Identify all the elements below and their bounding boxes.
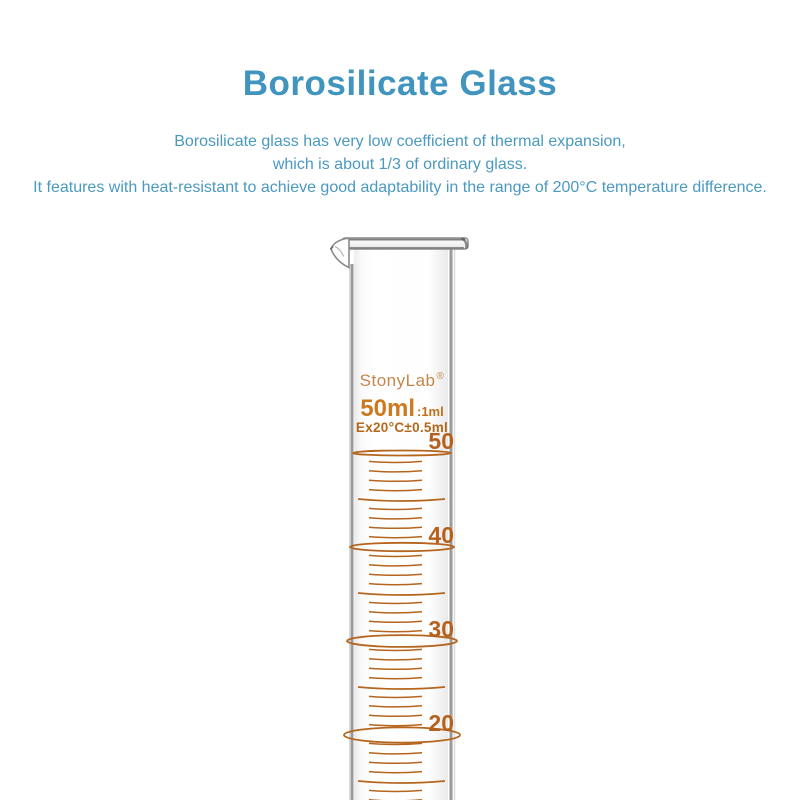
graduation-number: 20: [428, 710, 454, 736]
graduation-number: 40: [428, 522, 454, 548]
description-line-2: which is about 1/3 of ordinary glass.: [272, 156, 528, 173]
description-line-3: It features with heat-resistant to achieve good adaptability in the range of 200°C temperature difference.: [33, 179, 767, 196]
page-title: Borosilicate Glass: [242, 64, 558, 103]
capacity-label: 50ml :1ml: [360, 395, 444, 422]
calibration-label: Ex20°C±0.5ml: [355, 420, 449, 435]
graduation-number: 50: [428, 428, 454, 454]
graduated-cylinder: [325, 230, 475, 800]
description-line-1: Borosilicate glass has very low coefficient of thermal expansion,: [174, 133, 626, 150]
graduated-cylinder-image: [325, 230, 475, 800]
graduation-interval-label: :1ml: [416, 404, 444, 419]
product-description: [0, 130, 800, 199]
brand-text: StonyLab®: [359, 371, 445, 390]
registered-trademark: ®: [436, 371, 445, 382]
graduation-number: 30: [428, 616, 454, 642]
pour-spout: [331, 239, 349, 268]
